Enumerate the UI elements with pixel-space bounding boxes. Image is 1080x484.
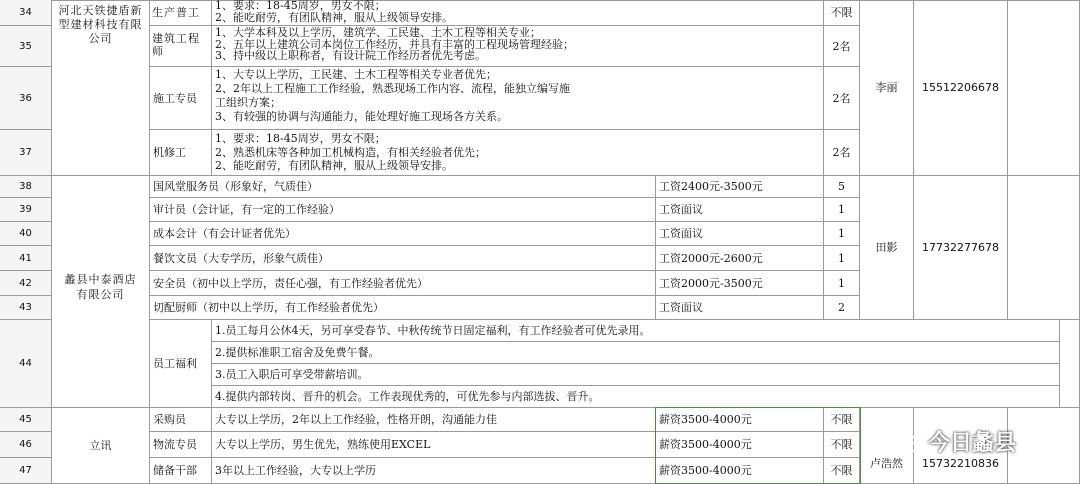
contact-phone[interactable]: 15512206678 <box>914 0 1008 176</box>
position-title[interactable]: 物流专员 <box>150 432 212 458</box>
benefit-item[interactable]: 1.员工每月公休4天，另可享受春节、中秋传统节日固定福利，有工作经验者可优先录用。 <box>212 320 1060 342</box>
row-number[interactable]: 43 <box>0 296 52 320</box>
benefit-item[interactable]: 4.提供内部转岗、晋升的机会。工作表现优秀的，可优先参与内部选拔、晋升。 <box>212 386 1060 408</box>
row-number[interactable]: 45 <box>0 408 52 432</box>
salary[interactable]: 工资面议 <box>656 222 824 246</box>
row-number[interactable]: 34 <box>0 0 52 26</box>
position-title[interactable]: 施工专员 <box>150 67 212 130</box>
row-number[interactable]: 35 <box>0 26 52 67</box>
empty-cell[interactable] <box>1060 320 1080 408</box>
position-title[interactable]: 生产普工 <box>150 0 212 26</box>
position-title[interactable]: 审计员（会计证，有一定的工作经验） <box>150 198 656 222</box>
headcount[interactable]: 不限 <box>824 458 860 484</box>
contact-person[interactable]: 李丽 <box>860 0 914 176</box>
contact-person[interactable]: 田影 <box>860 176 914 320</box>
row-number[interactable]: 39 <box>0 198 52 222</box>
salary[interactable]: 工资面议 <box>656 296 824 320</box>
row-number[interactable]: 38 <box>0 176 52 198</box>
headcount[interactable]: 2名 <box>824 67 860 130</box>
job-requirements[interactable]: 大专以上学历，2年以上工作经验，性格开朗，沟通能力佳 <box>212 408 656 432</box>
row-number[interactable]: 46 <box>0 432 52 458</box>
row-number[interactable]: 44 <box>0 320 52 408</box>
headcount[interactable]: 1 <box>824 271 860 296</box>
row-number[interactable]: 47 <box>0 458 52 484</box>
position-title[interactable]: 机修工 <box>150 130 212 176</box>
position-title[interactable]: 储备干部 <box>150 458 212 484</box>
job-requirements[interactable]: 1、要求：18-45周岁，男女不限； 2、能吃耐劳，有团队精神，服从上级领导安排。 <box>212 0 824 26</box>
benefit-item[interactable]: 2.提供标准职工宿舍及免费午餐。 <box>212 342 1060 364</box>
watermark-text: 今日蠡县 <box>928 430 1017 456</box>
contact-person[interactable]: 卢浩然 <box>860 408 914 484</box>
job-requirements[interactable]: 1、大专以上学历，工民建、土木工程等相关专业者优先； 2、2年以上工程施工工作经验，熟悉现场工作内容、流程，能独立编写施 工组织方案； 3、有较强的协调与沟通能力，能处理好施工现场各方关系。 <box>212 67 824 130</box>
salary[interactable]: 薪资3500-4000元 <box>656 458 824 484</box>
headcount[interactable]: 2 <box>824 296 860 320</box>
wechat-icon <box>888 426 922 456</box>
benefit-item[interactable]: 3.员工入职后可享受带薪培训。 <box>212 364 1060 386</box>
headcount[interactable]: 1 <box>824 246 860 271</box>
position-title[interactable]: 成本会计（有会计证者优先） <box>150 222 656 246</box>
headcount[interactable]: 2名 <box>824 130 860 176</box>
row-number[interactable]: 36 <box>0 67 52 130</box>
company-name[interactable]: 河北天铁捷盾新型建材科技有限公司 <box>52 0 150 176</box>
salary[interactable]: 工资2000元-3500元 <box>656 271 824 296</box>
position-title[interactable]: 切配厨师（初中以上学历，有工作经验者优先） <box>150 296 656 320</box>
empty-cell[interactable] <box>1008 0 1080 176</box>
job-requirements[interactable]: 大专以上学历，男生优先，熟练使用EXCEL <box>212 432 656 458</box>
salary[interactable]: 工资面议 <box>656 198 824 222</box>
row-number[interactable]: 37 <box>0 130 52 176</box>
headcount[interactable]: 5 <box>824 176 860 198</box>
company-name[interactable]: 立讯 <box>52 408 150 484</box>
empty-cell[interactable] <box>1008 176 1080 320</box>
row-number[interactable]: 40 <box>0 222 52 246</box>
watermark <box>888 424 1058 458</box>
job-requirements[interactable]: 3年以上工作经验，大专以上学历 <box>212 458 656 484</box>
salary[interactable]: 工资2400元-3500元 <box>656 176 824 198</box>
position-title[interactable]: 建筑工程师 <box>150 26 212 67</box>
benefits-label[interactable]: 员工福利 <box>150 320 212 408</box>
position-title[interactable]: 国风堂服务员（形象好，气质佳） <box>150 176 656 198</box>
row-number[interactable]: 42 <box>0 271 52 296</box>
position-title[interactable]: 餐饮文员（大专学历，形象气质佳） <box>150 246 656 271</box>
position-title[interactable]: 安全员（初中以上学历，责任心强，有工作经验者优先） <box>150 271 656 296</box>
company-name[interactable]: 蠡县中泰酒店有限公司 <box>52 176 150 408</box>
headcount[interactable]: 1 <box>824 198 860 222</box>
job-requirements[interactable]: 1、大学本科及以上学历，建筑学、工民建、土木工程等相关专业； 2、五年以上建筑公司本岗位工作经历，并具有丰富的工程现场管理经验； 3、持中级以上职称者，有设计院工作经历者优先考虑。 <box>212 26 824 67</box>
headcount[interactable]: 不限 <box>824 408 860 432</box>
headcount[interactable]: 2名 <box>824 26 860 67</box>
salary[interactable]: 薪资3500-4000元 <box>656 408 824 432</box>
position-title[interactable]: 采购员 <box>150 408 212 432</box>
salary[interactable]: 薪资3500-4000元 <box>656 432 824 458</box>
salary[interactable]: 工资2000元-2600元 <box>656 246 824 271</box>
job-requirements[interactable]: 1、要求：18-45周岁，男女不限； 2、熟悉机床等各种加工机械构造，有相关经验者优先； 2、能吃耐劳，有团队精神，服从上级领导安排。 <box>212 130 824 176</box>
row-number[interactable]: 41 <box>0 246 52 271</box>
headcount[interactable]: 不限 <box>824 0 860 26</box>
contact-phone[interactable]: 15732210836 <box>914 408 1008 484</box>
contact-phone[interactable]: 17732277678 <box>914 176 1008 320</box>
headcount[interactable]: 不限 <box>824 432 860 458</box>
headcount[interactable]: 1 <box>824 222 860 246</box>
